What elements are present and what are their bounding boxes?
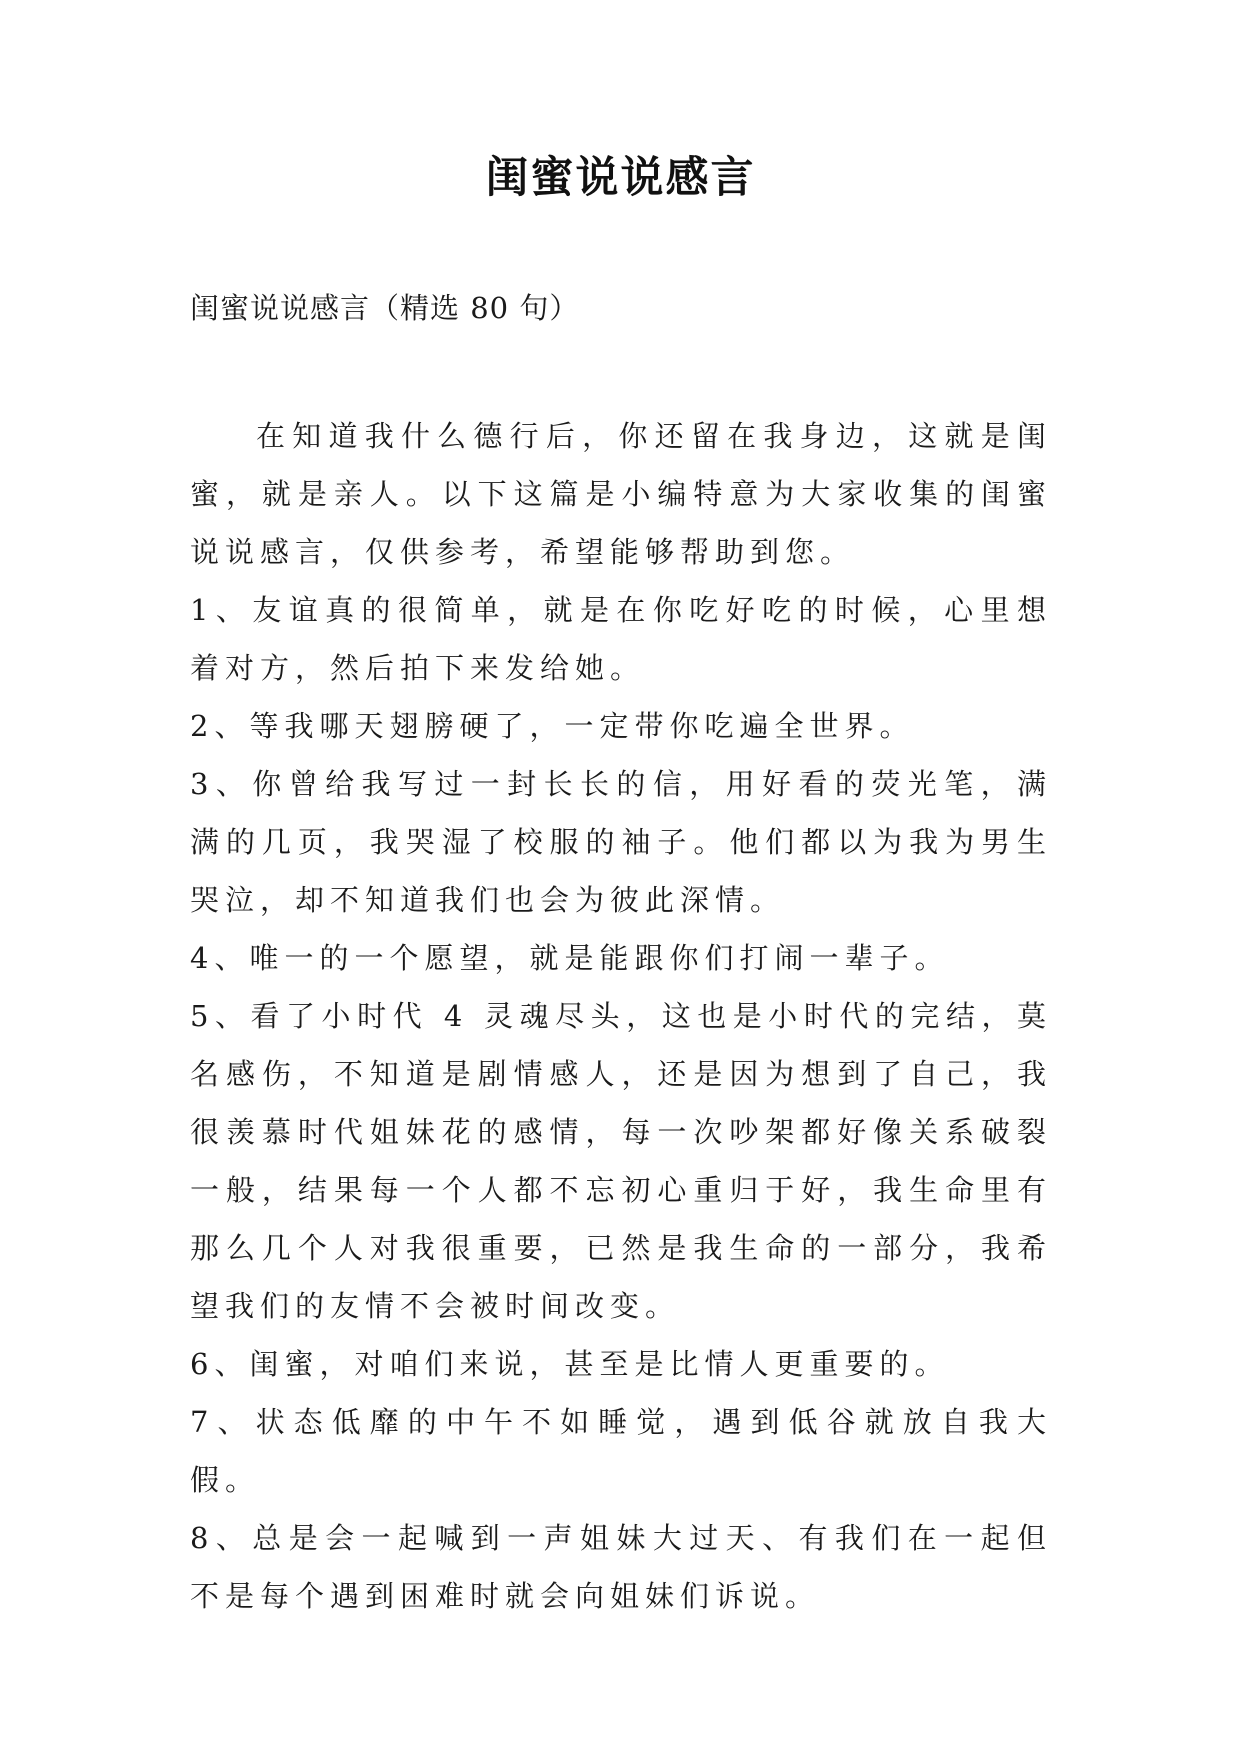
list-item: 8、总是会一起喊到一声姐妹大过天、有我们在一起但不是每个遇到困难时就会向姐妹们诉说。	[190, 1521, 1052, 1613]
document-body	[190, 407, 1052, 1625]
list-item: 2、等我哪天翅膀硬了，一定带你吃遍全世界。	[190, 709, 915, 743]
list-item: 5、看了小时代 4 灵魂尽头，这也是小时代的完结，莫名感伤，不知道是剧情感人，还是因为想到了自己，我很羡慕时代姐妹花的感情，每一次吵架都好像关系破裂一般，结果每一个人都不忘初心重归于好，我生命里有那么几个人对我很重要，已然是我生命的一部分，我希望我们的友情不会被时间改变。	[190, 999, 1052, 1323]
list-item: 6、闺蜜，对咱们来说，甚至是比情人更重要的。	[190, 1347, 950, 1381]
intro-paragraph: 在知道我什么德行后，你还留在我身边，这就是闺蜜，就是亲人。以下这篇是小编特意为大家收集的闺蜜说说感言，仅供参考，希望能够帮助到您。	[190, 419, 1052, 569]
list-item: 7、状态低靡的中午不如睡觉，遇到低谷就放自我大假。	[190, 1405, 1052, 1497]
document-title: 闺蜜说说感言	[485, 153, 756, 203]
list-item: 3、你曾给我写过一封长长的信，用好看的荧光笔，满满的几页，我哭湿了校服的袖子。他们都以为我为男生哭泣，却不知道我们也会为彼此深情。	[190, 767, 1052, 917]
list-item: 4、唯一的一个愿望，就是能跟你们打闹一辈子。	[190, 941, 950, 975]
list-item: 1、友谊真的很简单，就是在你吃好吃的时候，心里想着对方，然后拍下来发给她。	[190, 593, 1052, 685]
document-subtitle: 闺蜜说说感言（精选 80 句）	[190, 291, 580, 325]
